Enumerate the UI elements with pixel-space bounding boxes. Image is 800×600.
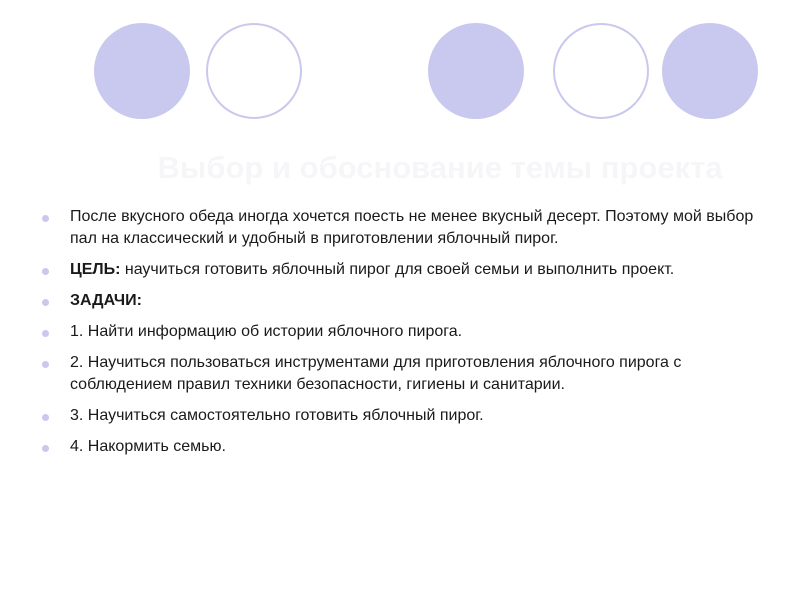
decorative-circle-filled bbox=[94, 23, 190, 119]
list-item bbox=[40, 405, 780, 427]
decorative-circle-filled bbox=[662, 23, 758, 119]
bullet-icon bbox=[42, 361, 49, 368]
item-lead: ЦЕЛЬ: bbox=[70, 261, 121, 278]
bullet-icon bbox=[42, 268, 49, 275]
item-text: научиться готовить яблочный пирог для своей семьи и выполнить проект. bbox=[120, 261, 675, 278]
decorative-circle-filled bbox=[428, 23, 524, 119]
list-item bbox=[40, 352, 780, 396]
list-item bbox=[40, 206, 780, 250]
item-text: 2. Научиться пользоваться инструментами для приготовления яблочного пирога с соблюдением правил техники безопасности, гигиены и санитарии. bbox=[70, 354, 682, 393]
list-item bbox=[40, 436, 780, 458]
bullet-icon bbox=[42, 330, 49, 337]
bullet-icon bbox=[42, 414, 49, 421]
item-text: После вкусного обеда иногда хочется поесть не менее вкусный десерт. Поэтому мой выбор пал на классический и удобный в приготовлении яблочный пирог. bbox=[70, 208, 754, 247]
list-item bbox=[40, 290, 780, 312]
list-item bbox=[40, 321, 780, 343]
item-text: 1. Найти информацию об истории яблочного пирога. bbox=[70, 323, 463, 340]
item-lead: ЗАДАЧИ: bbox=[70, 292, 142, 309]
bullet-icon bbox=[42, 445, 49, 452]
item-text: 3. Научиться самостоятельно готовить яблочный пирог. bbox=[70, 407, 484, 424]
bullet-icon bbox=[42, 299, 49, 306]
decorative-circle-outline bbox=[553, 23, 649, 119]
item-text: 4. Накормить семью. bbox=[70, 438, 226, 455]
bullet-icon bbox=[42, 215, 49, 222]
bullet-list bbox=[40, 206, 780, 467]
decorative-circle-outline bbox=[206, 23, 302, 119]
slide-title: Выбор и обоснование темы проекта bbox=[157, 150, 723, 185]
list-item bbox=[40, 259, 780, 281]
